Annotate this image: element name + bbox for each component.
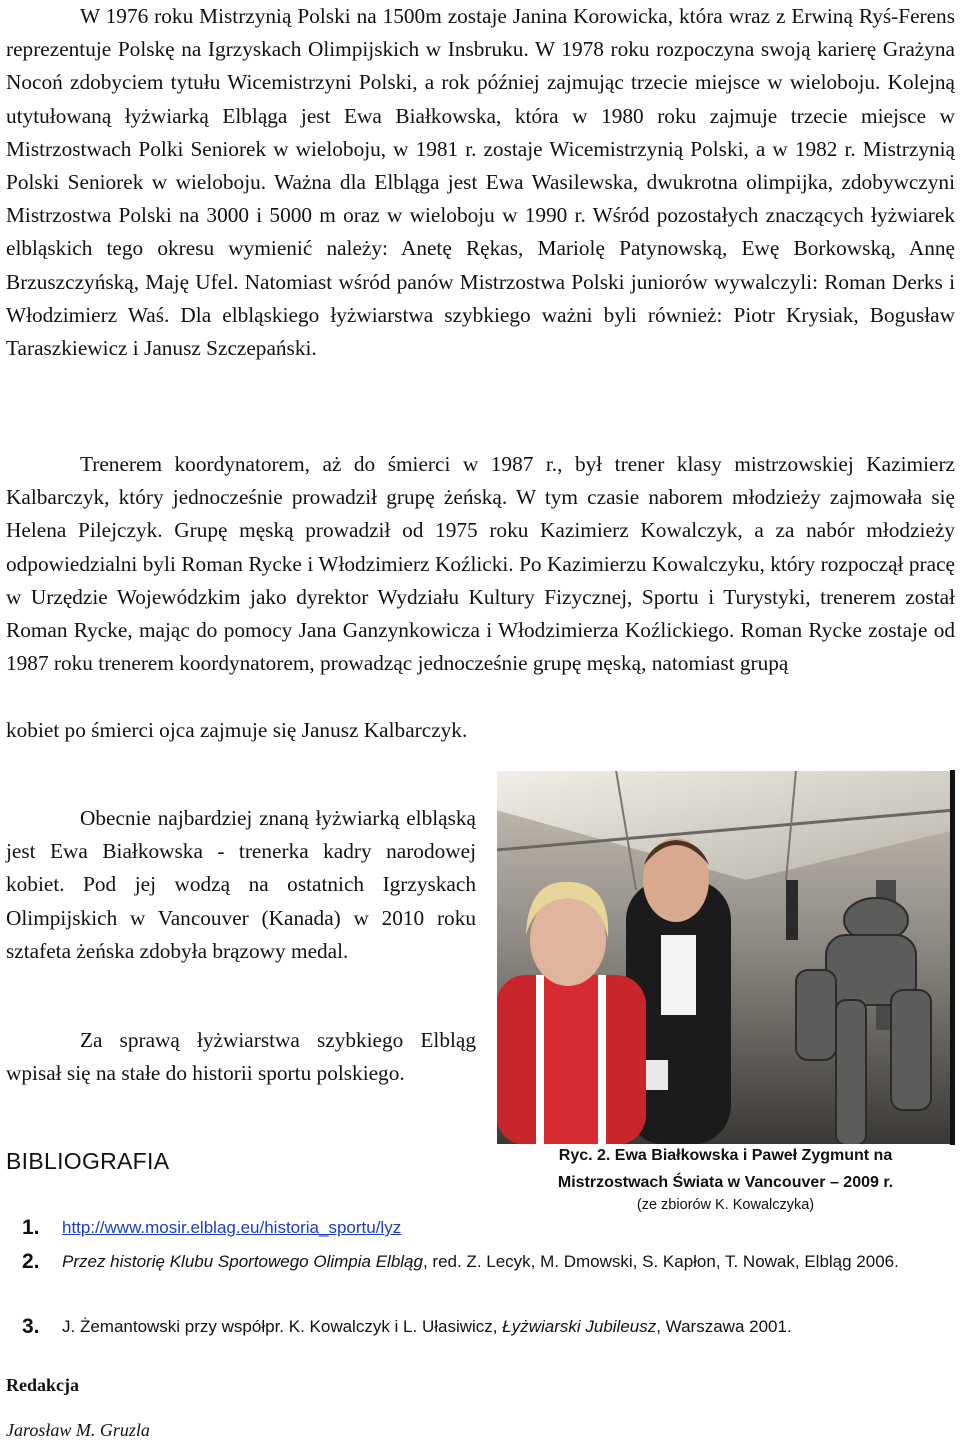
bibliography-details: , red. Z. Lecyk, M. Dmowski, S. Kapłon, T. Nowak, Elbląg 2006. <box>422 1252 899 1271</box>
bibliography-number: 1. <box>22 1216 40 1239</box>
bibliography-title: Przez historię Klubu Sportowego Olimpia Elbląg <box>62 1252 423 1271</box>
photo-image <box>496 770 955 1145</box>
paragraph-2: Trenerem koordynatorem, aż do śmierci w 1987 r., był trener klasy mistrzowskiej Kazimierz Kalbarczyk, który jednocześnie prowadził grupę żeńską. W tym czasie naborem młodzieży zajmowała się Helena Pilejczyk. Grupę męską prowadził od 1975 roku Kazimierz Kowalczyk, a za nabór młodzieży odpowiedzialni byli Roman Rycke i Włodzimierz Koźlicki. Po Kazimierzu Kowalczyku, który rozpoczął pracę w Urzędzie Wojewódzkim jako dyrektor Wydziału Kultury Fizycznej, Sportu i Turystyki, trenerem został Roman Rycke, mając do pomocy Jana Ganzynkowicza i Włodzimierza Koźlickiego. Roman Rycke zostaje od 1987 roku trenerem koordynatorem, prowadząc jednocześnie grupę męską, natomiast grupą <box>6 452 955 676</box>
bibliography-title: Łyżwiarski Jubileusz <box>502 1317 657 1336</box>
caption-line-2: Mistrzostwach Świata w Vancouver – 2009 r. <box>557 1174 894 1191</box>
bibliography-details: , Warszawa 2001. <box>656 1317 792 1336</box>
photo-ewa-bialkowska <box>496 770 955 1145</box>
bibliography-link-mosir[interactable]: http://www.mosir.elblag.eu/historia_sportu/lyz <box>62 1218 402 1237</box>
bibliography-number: 3. <box>22 1315 40 1338</box>
photo-caption <box>496 1142 955 1219</box>
bibliography-number: 2. <box>22 1250 40 1273</box>
editor-name: Jarosław M. Gruzla <box>6 1420 150 1440</box>
bibliography-heading: BIBLIOGRAFIA <box>6 1148 170 1174</box>
paragraph-3: Obecnie najbardziej znaną łyżwiarką elbląską jest Ewa Białkowska - trenerka kadry narodowej kobiet. Pod jej wodzą na ostatnich Igrzyskach Olimpijskich w Vancouver (Kanada) w 2010 roku sztafeta żeńska zdobyła brązowy medal. <box>6 806 476 963</box>
caption-note: (ze zbiorów K. Kowalczyka) <box>636 1197 815 1213</box>
paragraph-2-continued: kobiet po śmierci ojca zajmuje się Janusz Kalbarczyk. <box>6 718 468 742</box>
bibliography-authors: J. Żemantowski przy współpr. K. Kowalczyk i L. Ułasiwicz, <box>62 1317 503 1336</box>
paragraph-4: Za sprawą łyżwiarstwa szybkiego Elbląg wpisał się na stałe do historii sportu polskiego. <box>6 1028 476 1086</box>
editorial-label: Redakcja <box>6 1375 79 1395</box>
paragraph-1: W 1976 roku Mistrzynią Polski na 1500m zostaje Janina Korowicka, która wraz z Erwiną Ryś-Ferens reprezentuje Polskę na Igrzyskach Olimpijskich w Insbruku. W 1978 roku rozpoczyna swoją karierę Grażyna Nocoń zdobyciem tytułu Wicemistrzyni Polski, a rok później zajmując trzecie miejsce w wieloboju. Kolejną utytułowaną łyżwiarką Elbląga jest Ewa Białkowska, która w 1980 roku zajmuje trzecie miejsce w Mistrzostwach Polki Seniorek w wieloboju, w 1981 r. zostaje Wicemistrzynią Polski, a w 1982 r. Mistrzynią Polski Seniorek w wieloboju. Ważna dla Elbląga jest Ewa Wasilewska, dwukrotna olimpijka, zdobywczyni Mistrzostwa Polski na 3000 i 5000 m oraz w wieloboju w 1990 r. Wśród pozostałych znaczących łyżwiarek elbląskich tego okresu wymienić należy: Anetę Rękas, Mariolę Patynowską, Ewę Borkowską, Annę Brzuszczyńską, Maję Ufel. Natomiast wśród panów Mistrzostwa Polski juniorów wywalczyli: Roman Derks i Włodzimierz Waś. Dla elbląskiego łyżwiarstwa szybkiego ważni byli również: Piotr Krysiak, Bogusław Taraszkiewicz i Janusz Szczepański. <box>6 4 955 361</box>
caption-line-1: Ryc. 2. Ewa Białkowska i Paweł Zygmunt na <box>558 1147 893 1164</box>
